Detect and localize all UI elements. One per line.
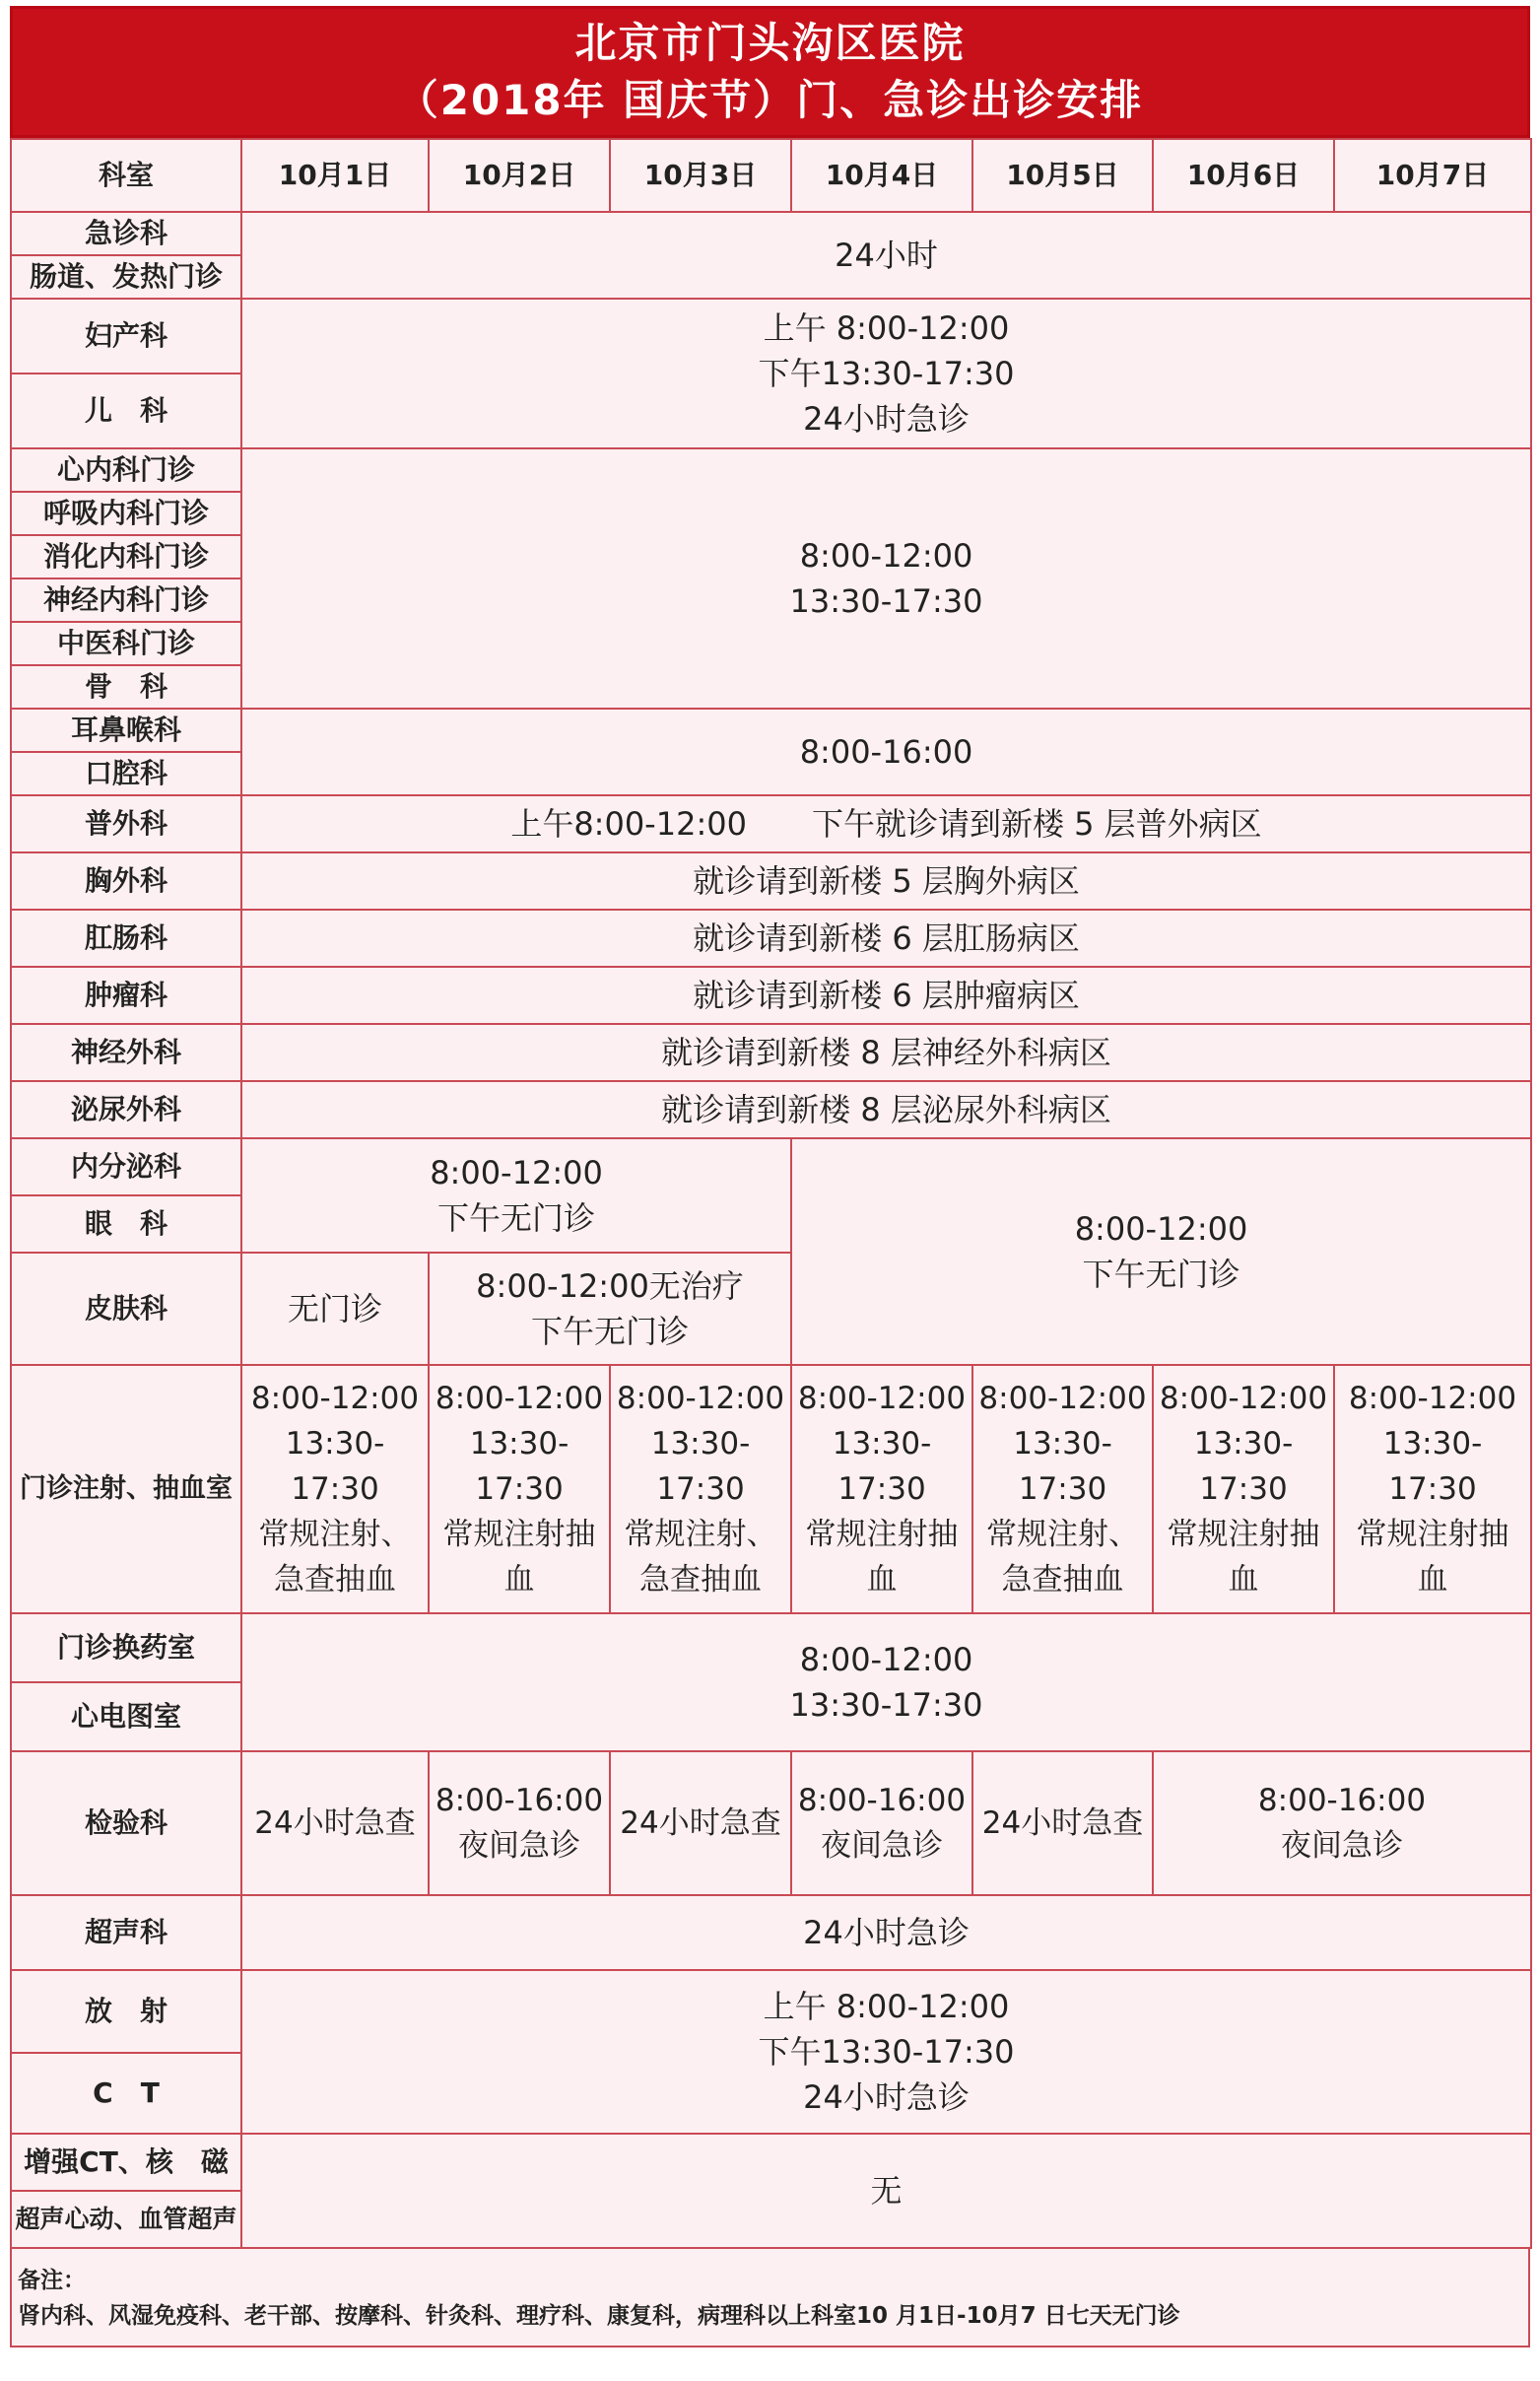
endocrine-late-line1: 8:00-12:00 (1074, 1210, 1248, 1248)
cell-line: 常规注射、 (986, 1517, 1139, 1552)
dept-injection: 门诊注射、抽血室 (11, 1365, 241, 1613)
endocrine-late-hours (791, 1138, 1531, 1365)
injection-day7 (1334, 1365, 1531, 1613)
cell-line: 17:30 (837, 1471, 926, 1507)
injection-day1 (241, 1365, 429, 1613)
cell-line: 血 (1417, 1562, 1448, 1598)
cell-line: 8:00-12:00 (435, 1381, 604, 1416)
general-surgery-hours (241, 795, 1531, 852)
table-row (11, 910, 1531, 967)
dermatology-day1: 无门诊 (241, 1253, 429, 1365)
header-day-7: 10月7日 (1334, 139, 1531, 212)
table-row (11, 1895, 1531, 1970)
cell-line: 常规注射抽 (442, 1517, 596, 1552)
cell-line: 夜间急诊 (458, 1828, 580, 1864)
dept-orthopedics: 骨 科 (11, 665, 241, 709)
dept-fever-clinic: 肠道、发热门诊 (11, 255, 241, 299)
cell-line: 8:00-16:00 (797, 1783, 967, 1818)
cell-line: 夜间急诊 (1281, 1828, 1403, 1864)
internal-hours-line1: 8:00-12:00 (799, 537, 973, 575)
endocrine-early-hours (241, 1138, 791, 1253)
cell-line: 8:00-12:00 (1348, 1381, 1517, 1416)
schedule-table (10, 138, 1532, 2249)
mri-hours: 无 (241, 2134, 1531, 2248)
dressing-hours-line2: 13:30-17:30 (789, 1686, 983, 1724)
obgyn-morning: 上午 8:00-12:00 (763, 309, 1010, 347)
cell-line: 13:30- (285, 1426, 385, 1462)
endocrine-early-line1: 8:00-12:00 (430, 1154, 603, 1191)
cell-line: 血 (503, 1562, 535, 1598)
header-row (11, 139, 1531, 212)
internal-hours-line2: 13:30-17:30 (789, 582, 983, 620)
lab-day5: 24小时急查 (972, 1751, 1153, 1895)
cell-line: 17:30 (475, 1471, 564, 1507)
hospital-name: 北京市门头沟区医院 (574, 19, 966, 67)
cell-line: 8:00-16:00 (1257, 1783, 1427, 1818)
lab-day2 (429, 1751, 610, 1895)
dept-radiology: 放 射 (11, 1970, 241, 2053)
cell-line: 常规注射、 (258, 1517, 412, 1552)
dept-lab: 检验科 (11, 1751, 241, 1895)
table-row (11, 1970, 1531, 2053)
cell-line: 常规注射抽 (1356, 1517, 1509, 1552)
radiology-hours-line3: 24小时急诊 (803, 2078, 970, 2116)
table-row (11, 1081, 1531, 1138)
table-row (11, 212, 1531, 255)
dept-emergency: 急诊科 (11, 212, 241, 255)
general-surgery-afternoon: 下午就诊请到新楼 5 层普外病区 (811, 805, 1262, 843)
dressing-hours-line1: 8:00-12:00 (799, 1641, 973, 1678)
table-row (11, 709, 1531, 752)
cell-line: 急查抽血 (274, 1562, 396, 1598)
cell-line: 常规注射抽 (1167, 1517, 1320, 1552)
header-day-3: 10月3日 (610, 139, 791, 212)
cell-line: 血 (1228, 1562, 1259, 1598)
dept-echo: 超声心动、血管超声 (11, 2191, 241, 2248)
injection-day4 (791, 1365, 972, 1613)
dept-urology: 泌尿外科 (11, 1081, 241, 1138)
emergency-hours: 24小时 (241, 212, 1531, 299)
cell-line: 17:30 (291, 1471, 379, 1507)
lab-days67 (1153, 1751, 1531, 1895)
schedule-page (10, 6, 1530, 2375)
cell-line: 夜间急诊 (821, 1828, 943, 1864)
table-row (11, 1024, 1531, 1081)
dept-thoracic: 胸外科 (11, 852, 241, 910)
lab-day4 (791, 1751, 972, 1895)
cell-line: 13:30- (650, 1426, 751, 1462)
table-row (11, 852, 1531, 910)
injection-day5 (972, 1365, 1153, 1613)
dressing-hours (241, 1613, 1531, 1751)
header-dept: 科室 (11, 139, 241, 212)
ultrasound-hours: 24小时急诊 (241, 1895, 1531, 1970)
cell-line: 13:30- (469, 1426, 569, 1462)
neurosurgery-hours: 就诊请到新楼 8 层神经外科病区 (241, 1024, 1531, 1081)
cell-line: 8:00-12:00 (1159, 1381, 1328, 1416)
cell-line: 17:30 (656, 1471, 745, 1507)
dept-ultrasound: 超声科 (11, 1895, 241, 1970)
dept-ct: C T (11, 2053, 241, 2134)
radiology-hours-line1: 上午 8:00-12:00 (763, 1988, 1010, 2025)
header-day-1: 10月1日 (241, 139, 429, 212)
dept-dermatology: 皮肤科 (11, 1253, 241, 1365)
table-row (11, 967, 1531, 1024)
header-day-2: 10月2日 (429, 139, 610, 212)
cell-line: 8:00-16:00 (435, 1783, 604, 1818)
cell-line: 急查抽血 (1001, 1562, 1124, 1598)
urology-hours: 就诊请到新楼 8 层泌尿外科病区 (241, 1081, 1531, 1138)
table-row (11, 1365, 1531, 1613)
cell-line: 8:00-12:00 (616, 1381, 785, 1416)
injection-day3 (610, 1365, 791, 1613)
header-day-4: 10月4日 (791, 139, 972, 212)
obgyn-hours (241, 299, 1531, 448)
footnote (10, 2249, 1530, 2347)
anorectal-hours: 就诊请到新楼 6 层肛肠病区 (241, 910, 1531, 967)
dept-neurology: 神经内科门诊 (11, 578, 241, 622)
obgyn-hours-line2: 24小时急诊 (803, 400, 970, 438)
cell-line: 急查抽血 (639, 1562, 762, 1598)
endocrine-early-line2: 下午无门诊 (436, 1199, 595, 1237)
table-row (11, 1138, 1531, 1195)
dept-endocrine: 内分泌科 (11, 1138, 241, 1195)
dept-oncology: 肿瘤科 (11, 967, 241, 1024)
schedule-title: （2018年 国庆节）门、急诊出诊安排 (396, 76, 1144, 124)
oncology-hours: 就诊请到新楼 6 层肿瘤病区 (241, 967, 1531, 1024)
dept-ophthalmology: 眼 科 (11, 1195, 241, 1253)
title-banner (10, 6, 1530, 138)
dermatology-days23-line1: 8:00-12:00无治疗 (476, 1267, 744, 1305)
header-day-6: 10月6日 (1153, 139, 1334, 212)
injection-day6 (1153, 1365, 1334, 1613)
radiology-hours-line2: 下午13:30-17:30 (758, 2033, 1015, 2071)
table-row (11, 1751, 1531, 1895)
lab-day1: 24小时急查 (241, 1751, 429, 1895)
cell-line: 17:30 (1388, 1471, 1477, 1507)
endocrine-late-line2: 下午无门诊 (1082, 1256, 1240, 1293)
general-surgery-morning: 上午8:00-12:00 (510, 805, 747, 843)
table-row (11, 2134, 1531, 2191)
dept-ecg: 心电图室 (11, 1682, 241, 1751)
dept-obgyn: 妇产科 (11, 299, 241, 374)
cell-line: 13:30- (1193, 1426, 1294, 1462)
dept-cardiology: 心内科门诊 (11, 448, 241, 492)
thoracic-hours: 就诊请到新楼 5 层胸外病区 (241, 852, 1531, 910)
dept-stomatology: 口腔科 (11, 752, 241, 795)
table-row (11, 299, 1531, 374)
cell-line: 13:30- (1382, 1426, 1483, 1462)
cell-line: 常规注射抽 (805, 1517, 959, 1552)
ent-hours: 8:00-16:00 (241, 709, 1531, 795)
cell-line: 17:30 (1018, 1471, 1107, 1507)
injection-day2 (429, 1365, 610, 1613)
dermatology-days23-line2: 下午无门诊 (530, 1313, 689, 1350)
cell-line: 血 (866, 1562, 898, 1598)
cell-line: 17:30 (1199, 1471, 1288, 1507)
dept-respiratory: 呼吸内科门诊 (11, 492, 241, 535)
obgyn-afternoon: 下午13:30-17:30 (758, 355, 1015, 392)
dept-tcm: 中医科门诊 (11, 622, 241, 665)
radiology-hours (241, 1970, 1531, 2134)
obgyn-hours-line1 (242, 306, 1530, 396)
internal-hours (241, 448, 1531, 709)
dept-pediatrics: 儿 科 (11, 374, 241, 448)
dept-general-surgery: 普外科 (11, 795, 241, 852)
dept-dressing: 门诊换药室 (11, 1613, 241, 1682)
table-row (11, 1613, 1531, 1682)
cell-line: 8:00-12:00 (978, 1381, 1147, 1416)
footnote-text: 肾内科、风湿免疫科、老干部、按摩科、针灸科、理疗科、康复科，病理科以上科室10 月1日-10月7 日七天无门诊 (18, 2303, 1180, 2329)
cell-line: 8:00-12:00 (250, 1381, 420, 1416)
dept-ent: 耳鼻喉科 (11, 709, 241, 752)
cell-line: 13:30- (1013, 1426, 1112, 1462)
lab-day3: 24小时急查 (610, 1751, 791, 1895)
dept-anorectal: 肛肠科 (11, 910, 241, 967)
cell-line: 8:00-12:00 (797, 1381, 967, 1416)
cell-line: 13:30- (832, 1426, 932, 1462)
dept-neurosurgery: 神经外科 (11, 1024, 241, 1081)
dermatology-days23 (429, 1253, 791, 1365)
header-day-5: 10月5日 (972, 139, 1153, 212)
table-row (11, 795, 1531, 852)
dept-enhanced-ct: 增强CT、核 磁 (11, 2134, 241, 2191)
dept-gastro: 消化内科门诊 (11, 535, 241, 578)
footnote-label: 备注： (18, 2268, 86, 2293)
cell-line: 常规注射、 (624, 1517, 777, 1552)
table-row (11, 448, 1531, 492)
